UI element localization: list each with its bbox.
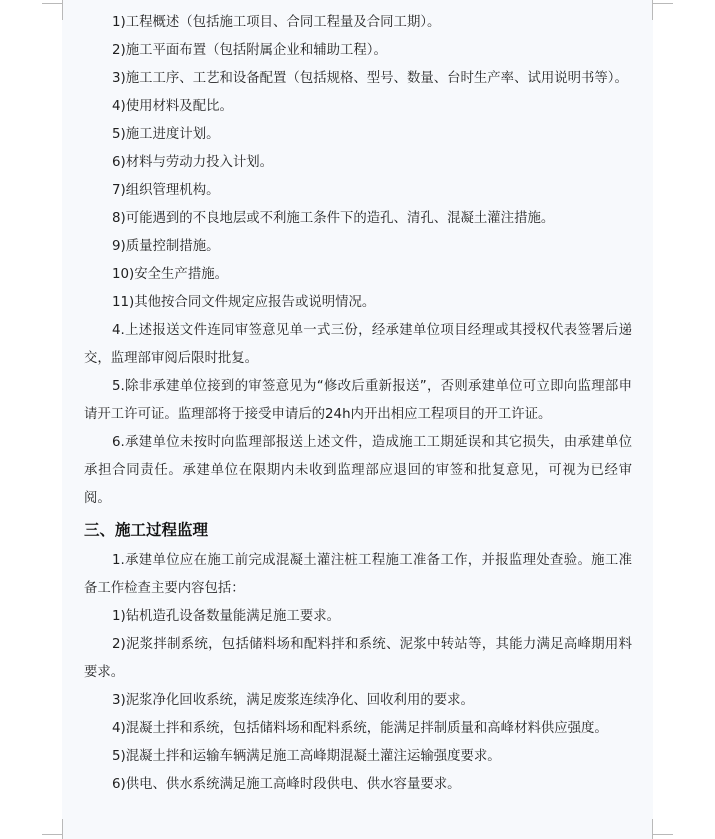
list-item: 4)混凝土拌和系统，包括储料场和配料系统，能满足拌制质量和高峰材料供应强度。	[112, 721, 608, 736]
list-item: 1)工程概述（包括施工项目、合同工程量及合同工期）。	[112, 15, 441, 30]
list-item: 8)可能遇到的不良地层或不利施工条件下的造孔、清孔、混凝土灌注措施。	[112, 211, 555, 226]
crop-mark-top-right-v	[652, 0, 653, 20]
list-item: 9)质量控制措施。	[112, 239, 220, 254]
list-item: 4)使用材料及配比。	[112, 99, 233, 114]
crop-mark-bottom-left-h	[42, 834, 62, 835]
paragraph: 6.承建单位未按时向监理部报送上述文件，造成施工工期延误和其它损失，由承建单位承担合同责任。承建单位在限期内未收到监理部应退回的审签和批复意见，可视为已经审阅。	[84, 435, 632, 506]
list-item: 2)施工平面布置（包括附属企业和辅助工程）。	[112, 43, 387, 58]
section-heading: 三、施工过程监理	[84, 521, 209, 539]
paragraph: 1.承建单位应在施工前完成混凝土灌注桩工程施工准备工作，并报监理处查验。施工准备工作检查主要内容包括：	[84, 553, 632, 596]
list-item: 5)混凝土拌和运输车辆满足施工高峰期混凝土灌注运输强度要求。	[112, 749, 501, 764]
list-item: 2)泥浆拌制系统，包括储料场和配料拌和系统、泥浆中转站等，其能力满足高峰期用料要求。	[84, 637, 632, 680]
list-item: 7)组织管理机构。	[112, 183, 220, 198]
crop-mark-bottom-right-v	[652, 819, 653, 839]
list-item: 3)泥浆净化回收系统，满足废浆连续净化、回收利用的要求。	[112, 693, 474, 708]
document-body	[84, 9, 632, 799]
list-item: 10)安全生产措施。	[112, 267, 228, 282]
paragraph: 4.上述报送文件连同审签意见单一式三份，经承建单位项目经理或其授权代表签署后递交，监理部审阅后限时批复。	[84, 323, 632, 366]
list-item: 1)钻机造孔设备数量能满足施工要求。	[112, 609, 340, 624]
crop-mark-top-left-v	[62, 0, 63, 20]
crop-mark-bottom-left-v	[62, 819, 63, 839]
crop-mark-bottom-right-h	[653, 834, 673, 835]
list-item: 3)施工工序、工艺和设备配置（包括规格、型号、数量、台时生产率、试用说明书等）。	[112, 71, 628, 86]
paragraph: 5.除非承建单位接到的审签意见为“修改后重新报送”，否则承建单位可立即向监理部申请开工许可证。监理部将于接受申请后的24h内开出相应工程项目的开工许证。	[84, 379, 632, 422]
crop-mark-top-right-h	[653, 3, 673, 4]
list-item: 11)其他按合同文件规定应报告或说明情况。	[112, 295, 376, 310]
list-item: 6)材料与劳动力投入计划。	[112, 155, 274, 170]
crop-mark-top-left-h	[42, 3, 62, 4]
list-item: 6)供电、供水系统满足施工高峰时段供电、供水容量要求。	[112, 777, 461, 792]
list-item: 5)施工进度计划。	[112, 127, 220, 142]
